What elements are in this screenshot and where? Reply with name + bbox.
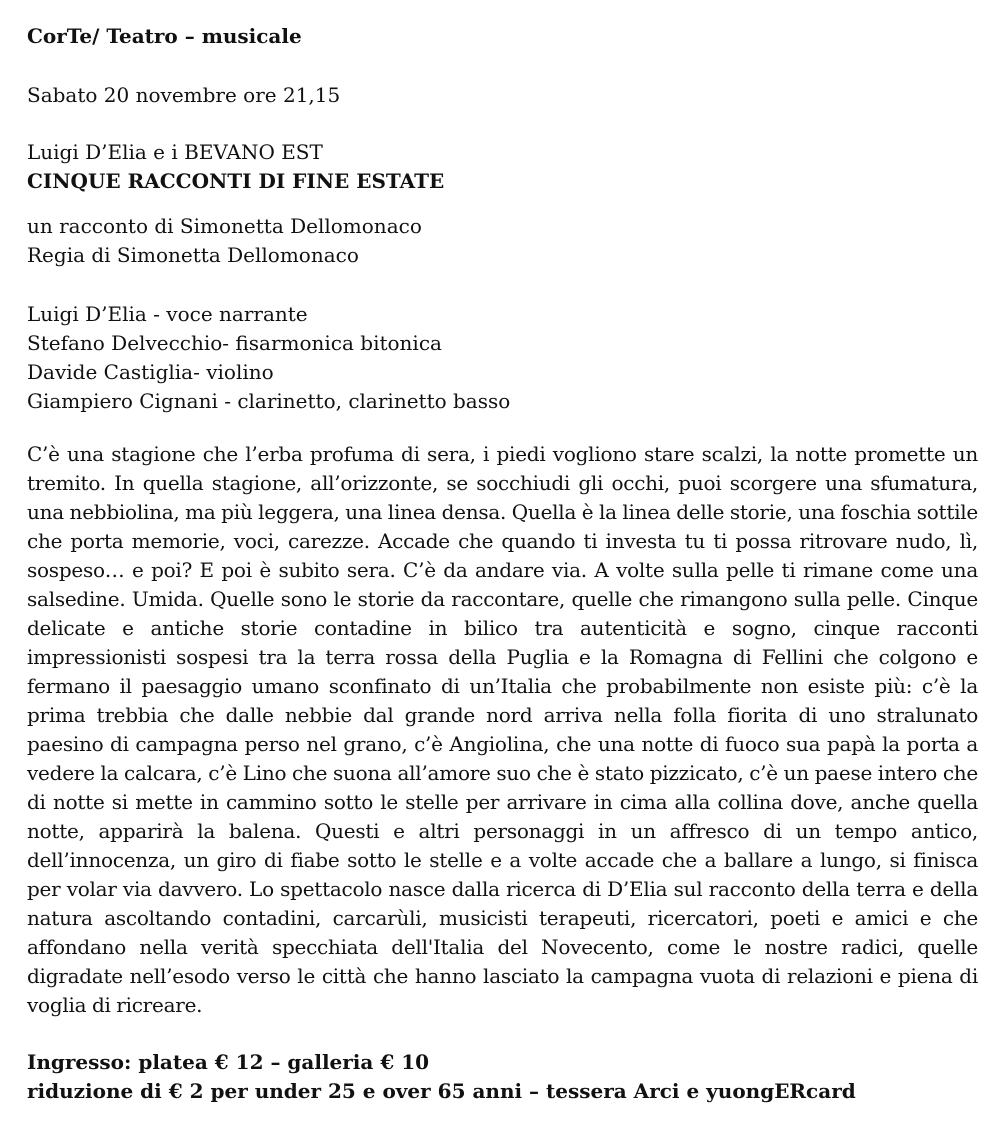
ticket-info xyxy=(27,1048,978,1106)
ticket-discount: riduzione di € 2 per under 25 e over 65 anni – tessera Arci e yuongERcard xyxy=(27,1079,856,1103)
event-document xyxy=(27,22,978,1106)
category-heading: CorTe/ Teatro – musicale xyxy=(27,24,302,48)
cast-list xyxy=(27,300,978,416)
show-description: C’è una stagione che l’erba profuma di sera, i piedi vogliono stare scalzi, la notte promette un tremito. In quella stagione, all’orizzonte, se socchiudi gli occhi, puoi scorgere una sfumatura, una nebbiolina, ma più leggera, una linea densa. Quella è la linea delle storie, una foschia sottile che porta memorie, voci, carezze. Accade che quando ti investa tu ti possa ritrovare nudo, lì, sospeso… e poi? E poi è subito sera. C’è da andare via. A volte sulla pelle ti rimane come una salsedine. Umida. Quelle sono le storie da raccontare, quelle che rimangono sulla pelle. Cinque delicate e antiche storie contadine in bilico tra autenticità e sogno, cinque racconti impressionisti sospesi tra la terra rossa della Puglia e la Romagna di Fellini che colgono e fermano il paesaggio umano sconfinato di un’Italia che probabilmente non esiste più: c’è la prima trebbia che dalle nebbie dal grande nord arriva nella folla fiorita di uno stralunato paesino di campagna perso nel grano, c’è Angiolina, che una notte di fuoco sua papà la porta a vedere la calcara, c’è Lino che suona all’amore suo che è stato pizzicato, c’è un paese intero che di notte si mette in cammino sotto le stelle per arrivare in cima alla collina dove, anche quella notte, apparirà la balena. Questi e altri personaggi in un affresco di un tempo antico, dell’innocenza, un giro di fiabe sotto le stelle e a volte accade che a ballare a lungo, si finisca per volar via davvero. Lo spettacolo nasce dalla ricerca di D’Elia sul racconto della terra e della natura ascoltando contadini, carcarùli, musicisti terapeuti, ricercatori, poeti e amici e che affondano nella verità specchiata dell'Italia del Novecento, come le nostre radici, quelle digradate nell’esodo verso le città che hanno lasciato la campagna vuota di relazioni e piena di voglia di ricreare. xyxy=(27,442,978,1017)
artists-line: Luigi D’Elia e i BEVANO EST xyxy=(27,140,323,164)
event-date: Sabato 20 novembre ore 21,15 xyxy=(27,83,341,107)
cast-item: Luigi D’Elia - voce narrante xyxy=(27,302,308,326)
cast-item: Davide Castiglia- violino xyxy=(27,360,274,384)
cast-item: Stefano Delvecchio- fisarmonica bitonica xyxy=(27,331,442,355)
show-title: CINQUE RACCONTI DI FINE ESTATE xyxy=(27,169,445,193)
author-line: un racconto di Simonetta Dellomonaco xyxy=(27,214,422,238)
director-line: Regia di Simonetta Dellomonaco xyxy=(27,243,359,267)
ticket-price: Ingresso: platea € 12 – galleria € 10 xyxy=(27,1050,430,1074)
cast-item: Giampiero Cignani - clarinetto, clarinetto basso xyxy=(27,389,511,413)
